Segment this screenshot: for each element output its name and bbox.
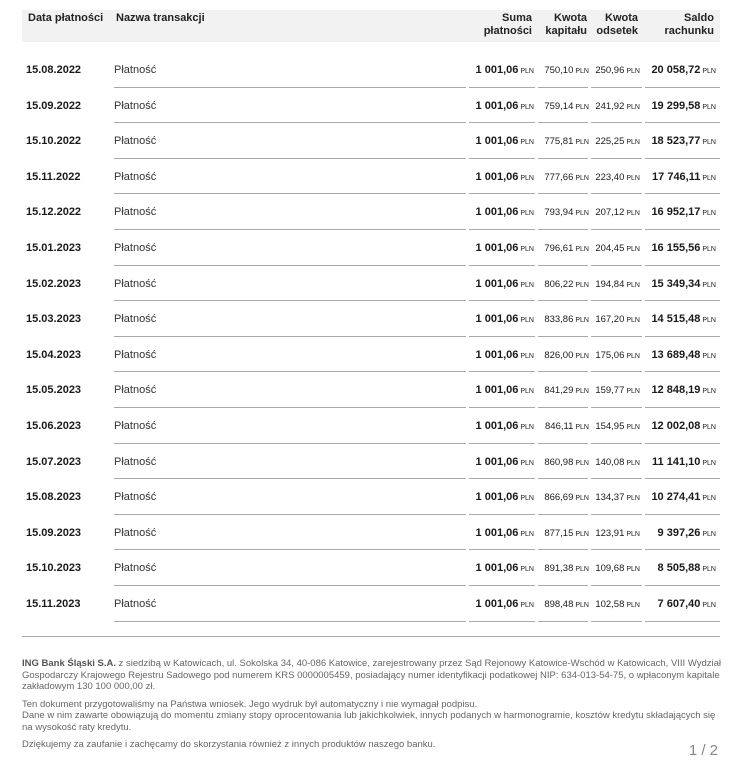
interest-amount: 102,58 PLN (595, 598, 640, 610)
payment-amount: 1 001,06 PLN (475, 491, 534, 504)
payment-date: 15.10.2022 (26, 135, 82, 148)
footer-divider (22, 636, 720, 637)
balance-amount: 12 848,19 PLN (651, 384, 716, 397)
table-row (22, 444, 720, 480)
table-row (22, 372, 720, 408)
transaction-name: Płatność (114, 455, 157, 468)
table-row (22, 586, 720, 622)
principal-amount: 750,10 PLN (544, 65, 589, 76)
principal-amount: 846,11 PLN (545, 420, 589, 432)
payment-amount: 1 001,06 PLN (475, 135, 534, 148)
payment-amount: 1 001,06 PLN (475, 526, 534, 539)
footer (22, 658, 722, 757)
payment-date: 15.01.2023 (26, 241, 82, 254)
payment-date: 15.03.2023 (26, 313, 82, 326)
payment-date: 15.11.2023 (26, 597, 81, 610)
thanks-note: Dziękujemy za zaufanie i zachęcamy do skorzystania również z innych produktów naszego banku. (22, 739, 436, 750)
principal-amount: 898,48 PLN (544, 598, 589, 610)
payment-date: 15.11.2022 (26, 170, 81, 183)
principal-amount: 826,00 PLN (544, 349, 589, 361)
payment-amount: 1 001,06 PLN (475, 597, 534, 610)
header-odsetki: Kwota odsetek (596, 12, 638, 37)
interest-amount: 134,37 PLN (595, 492, 640, 504)
principal-amount: 796,61 PLN (544, 242, 589, 254)
payment-date: 15.07.2023 (26, 455, 82, 468)
table-row (22, 515, 720, 551)
interest-amount: 140,08 PLN (595, 456, 640, 468)
table-row (22, 479, 720, 515)
principal-amount: 777,66 PLN (544, 171, 589, 183)
principal-amount: 841,29 PLN (544, 385, 589, 397)
table-row (22, 123, 720, 159)
schedule-table-body (22, 52, 720, 622)
table-row (22, 301, 720, 337)
transaction-name: Płatność (114, 99, 157, 112)
principal-amount: 877,15 PLN (544, 527, 589, 539)
interest-amount: 207,12 PLN (595, 207, 640, 219)
principal-amount: 833,86 PLN (544, 314, 589, 326)
interest-amount: 241,92 PLN (595, 100, 640, 112)
interest-amount: 204,45 PLN (595, 242, 640, 254)
payment-amount: 1 001,06 PLN (475, 206, 534, 219)
table-header (22, 10, 720, 42)
table-row (22, 337, 720, 373)
balance-amount: 12 002,08 PLN (651, 419, 716, 432)
balance-amount: 19 299,58 PLN (651, 99, 716, 112)
payment-amount: 1 001,06 PLN (475, 313, 534, 326)
transaction-name: Płatność (114, 384, 157, 397)
balance-amount: 16 952,17 PLN (651, 206, 716, 219)
payment-date: 15.05.2023 (26, 384, 82, 397)
transaction-name: Płatność (114, 313, 157, 326)
interest-amount: 194,84 PLN (595, 278, 640, 290)
table-row (22, 408, 720, 444)
payment-date: 15.04.2023 (26, 348, 82, 361)
table-row (22, 230, 720, 266)
payment-date: 15.12.2022 (26, 206, 82, 219)
table-row (22, 52, 720, 88)
transaction-name: Płatność (114, 206, 157, 219)
balance-amount: 18 523,77 PLN (651, 135, 716, 148)
table-row (22, 88, 720, 124)
principal-amount: 806,22 PLN (544, 278, 589, 290)
principal-amount: 891,38 PLN (544, 563, 589, 575)
header-saldo: Saldo rachunku (664, 12, 714, 37)
interest-amount: 167,20 PLN (595, 314, 640, 326)
interest-amount: 250,96 PLN (595, 65, 640, 76)
transaction-name: Płatność (114, 170, 157, 183)
transaction-name: Płatność (114, 491, 157, 504)
payment-amount: 1 001,06 PLN (475, 64, 534, 76)
principal-amount: 775,81 PLN (544, 136, 589, 148)
payment-date: 15.09.2023 (26, 526, 82, 539)
interest-amount: 175,06 PLN (595, 349, 640, 361)
payment-amount: 1 001,06 PLN (475, 455, 534, 468)
payment-date: 15.02.2023 (26, 277, 82, 290)
balance-amount: 9 397,26 PLN (657, 526, 716, 539)
payment-amount: 1 001,06 PLN (475, 384, 534, 397)
row-divider (538, 621, 588, 622)
header-suma: Suma płatności (483, 12, 532, 37)
table-row (22, 194, 720, 230)
transaction-name: Płatność (114, 64, 157, 76)
interest-amount: 225,25 PLN (595, 136, 640, 148)
payment-date: 15.09.2022 (26, 99, 82, 112)
payment-date: 15.06.2023 (26, 419, 82, 432)
table-row (22, 266, 720, 302)
transaction-name: Płatność (114, 419, 157, 432)
payment-amount: 1 001,06 PLN (475, 170, 534, 183)
page-number: 1 / 2 (688, 742, 718, 759)
transaction-name: Płatność (114, 348, 157, 361)
principal-amount: 860,98 PLN (544, 456, 589, 468)
balance-amount: 13 689,48 PLN (651, 348, 716, 361)
row-divider (114, 621, 466, 622)
payment-amount: 1 001,06 PLN (475, 99, 534, 112)
balance-amount: 10 274,41 PLN (651, 491, 716, 504)
row-divider (469, 621, 535, 622)
payment-amount: 1 001,06 PLN (475, 277, 534, 290)
table-row (22, 550, 720, 586)
balance-amount: 11 141,10 PLN (652, 455, 716, 468)
payment-amount: 1 001,06 PLN (475, 562, 534, 575)
table-row (22, 159, 720, 195)
transaction-name: Płatność (114, 241, 157, 254)
header-date: Data płatności (28, 12, 104, 24)
transaction-name: Płatność (114, 562, 157, 575)
principal-amount: 759,14 PLN (544, 100, 589, 112)
interest-amount: 223,40 PLN (595, 171, 640, 183)
payment-amount: 1 001,06 PLN (475, 241, 534, 254)
balance-amount: 17 746,11 PLN (652, 170, 716, 183)
principal-amount: 866,69 PLN (544, 492, 589, 504)
balance-amount: 8 505,88 PLN (657, 562, 716, 575)
transaction-name: Płatność (114, 277, 157, 290)
payment-amount: 1 001,06 PLN (475, 419, 534, 432)
interest-amount: 159,77 PLN (595, 385, 640, 397)
header-name: Nazwa transakcji (116, 12, 205, 24)
payment-date: 15.10.2023 (26, 562, 82, 575)
transaction-name: Płatność (114, 135, 157, 148)
header-kapital: Kwota kapitału (545, 12, 587, 37)
payment-date: 15.08.2022 (26, 64, 82, 76)
interest-amount: 123,91 PLN (595, 527, 640, 539)
bank-info: ING Bank Śląski S.A. z siedzibą w Katowicach, ul. Sokolska 34, 40-086 Katowice, zarejestrowany przez Sąd Rejonowy Katowice-Wschód w Katowicach, VIII Wydział Gospodarczy Krajowego Rejestru Sadowego pod numerem KRS 0000005459, posiadający numer identyfikacji podatkowej NIP: 634-013-54-75, o wpłaconym kapitale zakładowym 130 100 000,00 zł. (22, 658, 722, 692)
balance-amount: 20 058,72 PLN (651, 64, 716, 76)
transaction-name: Płatność (114, 597, 157, 610)
principal-amount: 793,94 PLN (544, 207, 589, 219)
balance-amount: 16 155,56 PLN (651, 241, 716, 254)
balance-amount: 14 515,48 PLN (651, 313, 716, 326)
document-note: Ten dokument przygotowaliśmy na Państwa wniosek. Jego wydruk był automatyczny i nie wymagał podpisu. Dane w nim zawarte obowiązują do momentu zmiany stopy oprocentowania lub jakichkolwiek, innych podanych w harmonogramie, kosztów kredytu składających się na wysokość raty kredytu. (22, 698, 716, 733)
transaction-name: Płatność (114, 526, 157, 539)
balance-amount: 15 349,34 PLN (651, 277, 716, 290)
payment-amount: 1 001,06 PLN (475, 348, 534, 361)
row-divider (591, 621, 642, 622)
balance-amount: 7 607,40 PLN (657, 597, 716, 610)
interest-amount: 154,95 PLN (595, 420, 640, 432)
payment-date: 15.08.2023 (26, 491, 82, 504)
interest-amount: 109,68 PLN (595, 563, 640, 575)
row-divider (645, 621, 720, 622)
